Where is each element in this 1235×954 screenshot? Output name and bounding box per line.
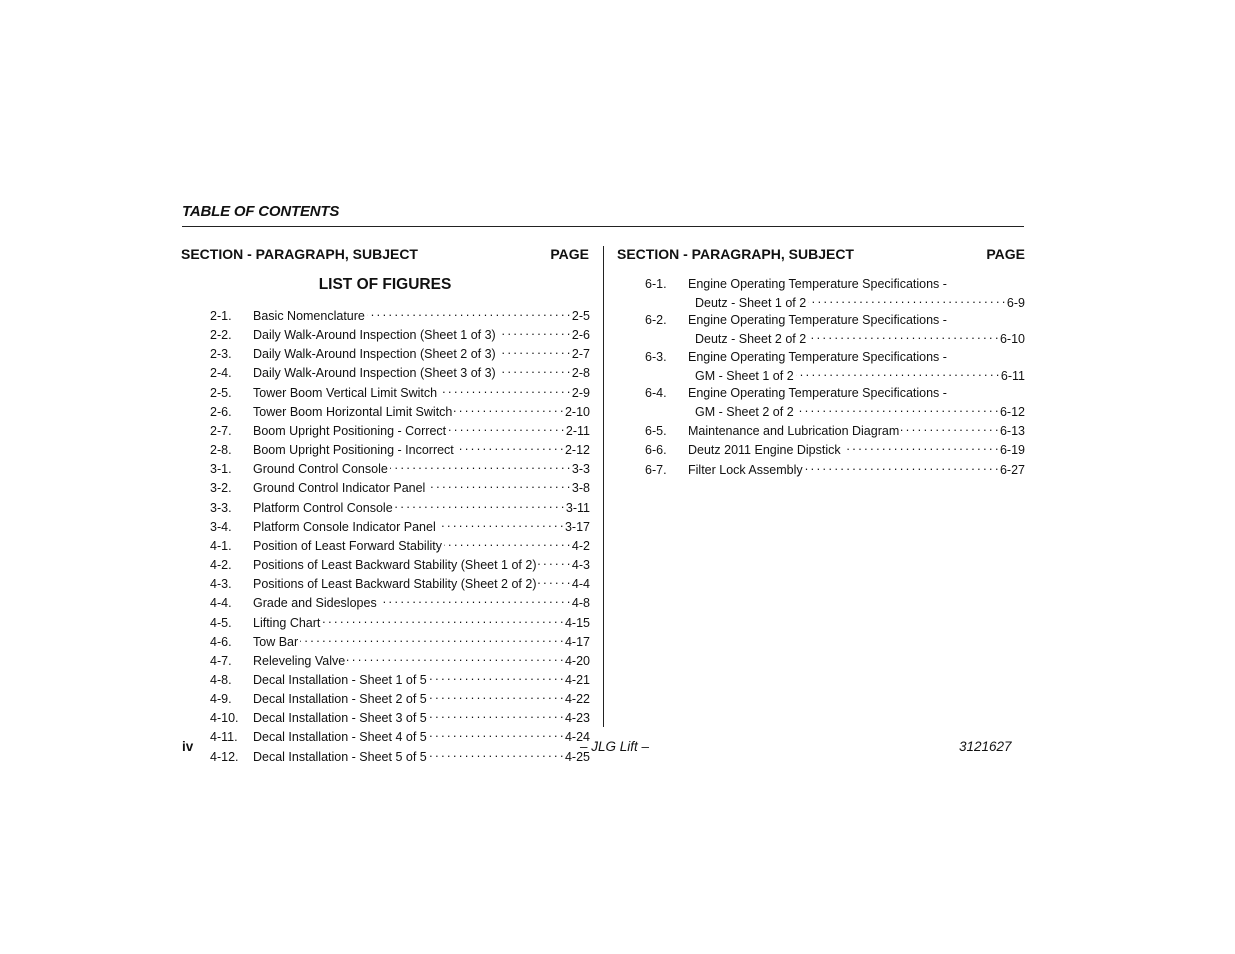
figure-entry <box>210 708 590 727</box>
page-number: iv <box>182 739 194 754</box>
figure-title: Tower Boom Vertical Limit Switch <box>253 385 438 400</box>
figure-entry-line2 <box>645 402 1025 421</box>
figure-number: 4-4. <box>210 596 232 611</box>
footer-title: – JLG Lift – <box>580 739 650 754</box>
figure-title: Daily Walk-Around Inspection (Sheet 1 of 3) <box>253 328 496 343</box>
figure-page: 4-23 <box>564 711 590 726</box>
figure-page: 4-21 <box>564 672 590 687</box>
figure-number: 4-6. <box>210 634 232 649</box>
dot-leader <box>448 421 564 435</box>
figure-entry <box>210 459 590 478</box>
figure-title: Platform Console Indicator Panel <box>253 519 436 534</box>
dot-leader <box>429 689 563 703</box>
list-of-figures-heading: LIST OF FIGURES <box>318 276 452 293</box>
figure-title: Releveling Valve <box>253 653 346 668</box>
figure-page: 4-8 <box>571 596 590 611</box>
figure-page: 3-3 <box>571 462 590 477</box>
figure-page: 4-17 <box>564 634 590 649</box>
figure-number: 3-3. <box>210 500 232 515</box>
figure-entry-line2 <box>645 329 1025 348</box>
figure-title: Engine Operating Temperature Specifications - <box>688 349 947 364</box>
figure-title: Decal Installation - Sheet 5 of 5 <box>253 749 427 764</box>
figure-page: 3-11 <box>565 500 590 515</box>
figure-page: 4-20 <box>564 653 590 668</box>
figure-entry-line2 <box>645 366 1025 385</box>
figure-page: 4-15 <box>564 615 590 630</box>
figure-entry <box>210 747 590 766</box>
figure-number: 2-1. <box>210 309 232 323</box>
figure-number: 2-3. <box>210 347 232 362</box>
right-subject-heading: SECTION - PARAGRAPH, SUBJECT <box>617 246 854 262</box>
figure-page: 2-6 <box>571 328 590 343</box>
dot-leader <box>429 708 563 722</box>
dot-leader <box>454 402 563 416</box>
figure-entry <box>210 727 590 746</box>
figure-entry <box>645 276 1025 312</box>
figure-number: 6-2. <box>645 313 667 328</box>
figure-entry <box>210 421 590 440</box>
figure-page: 2-5 <box>571 309 590 323</box>
figure-page: 4-22 <box>564 692 590 707</box>
document-number: 3121627 <box>959 739 1012 754</box>
figure-entry <box>210 344 590 363</box>
figure-title: Tow Bar <box>253 634 299 649</box>
dot-leader <box>429 670 563 684</box>
figure-number: 4-3. <box>210 577 232 592</box>
figure-page: 3-8 <box>571 481 590 496</box>
figure-page: 4-2 <box>571 538 590 553</box>
figure-entry-line2 <box>645 293 1025 312</box>
figure-entry-line1 <box>645 312 1025 329</box>
figure-number: 2-8. <box>210 443 232 458</box>
dot-leader <box>427 478 570 492</box>
figure-title: Decal Installation - Sheet 3 of 5 <box>253 711 427 726</box>
figure-page: 4-25 <box>564 749 590 764</box>
figure-page: 6-11 <box>1000 368 1025 383</box>
figure-page: 2-8 <box>571 366 590 381</box>
figure-entry <box>645 460 1025 479</box>
figure-page: 6-10 <box>999 332 1025 347</box>
dot-leader <box>367 306 570 320</box>
figure-title: Engine Operating Temperature Specifications - <box>688 313 947 328</box>
running-head: TABLE OF CONTENTS <box>182 203 340 220</box>
dot-leader <box>498 325 570 339</box>
dot-leader <box>805 460 998 474</box>
figure-entry <box>210 536 590 555</box>
right-column-header <box>617 246 1025 262</box>
figure-number: 2-6. <box>210 404 232 419</box>
figure-number: 4-7. <box>210 653 232 668</box>
figure-page: 4-3 <box>571 558 590 573</box>
figure-entry-line1 <box>645 349 1025 366</box>
left-page-heading: PAGE <box>550 246 589 262</box>
figure-entry <box>210 670 590 689</box>
figure-entry <box>210 325 590 344</box>
left-figure-list <box>210 306 590 766</box>
figure-title: Boom Upright Positioning - Incorrect <box>253 443 454 458</box>
column-divider <box>603 246 604 727</box>
figure-title: Filter Lock Assembly <box>688 462 803 477</box>
figure-entry <box>210 517 590 536</box>
dot-leader <box>379 593 570 607</box>
left-column-header <box>181 246 589 262</box>
figure-title: Platform Control Console <box>253 500 393 515</box>
figure-number: 3-1. <box>210 462 232 477</box>
figure-title: Boom Upright Positioning - Correct <box>253 423 447 438</box>
figure-entry <box>210 632 590 651</box>
figure-page: 4-4 <box>571 577 590 592</box>
figure-title: Positions of Least Backward Stability (Sheet 2 of 2) <box>253 577 537 592</box>
figure-number: 2-2. <box>210 328 232 343</box>
figure-title-continued: Deutz - Sheet 2 of 2 <box>695 332 807 347</box>
figure-title-continued: GM - Sheet 2 of 2 <box>695 405 794 420</box>
figure-entry <box>210 402 590 421</box>
figure-page: 2-11 <box>565 423 590 438</box>
figure-page: 2-9 <box>571 385 590 400</box>
figure-number: 3-4. <box>210 519 232 534</box>
figure-title-continued: GM - Sheet 1 of 2 <box>695 368 794 383</box>
left-subject-heading: SECTION - PARAGRAPH, SUBJECT <box>181 246 418 262</box>
figure-number: 6-4. <box>645 385 667 400</box>
figure-number: 4-10. <box>210 711 239 726</box>
figure-page: 3-17 <box>564 519 590 534</box>
figure-page: 4-24 <box>564 730 590 745</box>
dot-leader <box>498 363 570 377</box>
figure-number: 4-11. <box>210 730 238 745</box>
figure-page: 2-7 <box>571 347 590 362</box>
dot-leader <box>429 727 563 741</box>
figure-page: 2-12 <box>564 443 590 458</box>
dot-leader <box>808 329 998 343</box>
figure-title: Ground Control Indicator Panel <box>253 481 426 496</box>
figure-entry <box>210 306 590 325</box>
figure-title: Decal Installation - Sheet 2 of 5 <box>253 692 427 707</box>
figure-title: Maintenance and Lubrication Diagram <box>688 424 900 439</box>
figure-number: 6-1. <box>645 277 667 291</box>
figure-entry <box>210 555 590 574</box>
figure-entry <box>210 363 590 382</box>
figure-title: Deutz 2011 Engine Dipstick <box>688 443 841 458</box>
figure-title: Engine Operating Temperature Specifications - <box>688 277 947 291</box>
figure-number: 4-12. <box>210 749 239 764</box>
dot-leader <box>538 555 569 569</box>
figure-entry <box>210 593 590 612</box>
figure-number: 4-1. <box>210 538 232 553</box>
figure-number: 6-6. <box>645 443 667 458</box>
dot-leader <box>438 517 563 531</box>
figure-entry <box>645 421 1025 440</box>
figure-number: 6-5. <box>645 424 667 439</box>
figure-entry <box>645 349 1025 385</box>
figure-number: 4-9. <box>210 692 232 707</box>
figure-number: 4-2. <box>210 558 232 573</box>
dot-leader <box>901 421 998 435</box>
dot-leader <box>347 651 563 665</box>
figure-title: Basic Nomenclature <box>253 309 365 323</box>
figure-entry <box>210 478 590 497</box>
figure-page: 2-10 <box>564 404 590 419</box>
dot-leader <box>444 536 570 550</box>
figure-entry <box>210 383 590 402</box>
right-figure-list <box>645 276 1025 479</box>
figure-title: Lifting Chart <box>253 615 321 630</box>
dot-leader <box>456 440 563 454</box>
figure-page: 6-9 <box>1006 296 1025 311</box>
figure-number: 2-4. <box>210 366 232 381</box>
figure-entry <box>645 385 1025 421</box>
figure-page: 6-27 <box>999 462 1025 477</box>
right-page-heading: PAGE <box>986 246 1025 262</box>
figure-title-continued: Deutz - Sheet 1 of 2 <box>695 296 807 311</box>
figure-title: Tower Boom Horizontal Limit Switch <box>253 404 453 419</box>
figure-entry <box>210 651 590 670</box>
figure-entry <box>210 613 590 632</box>
figure-title: Grade and Sideslopes <box>253 596 377 611</box>
figure-title: Position of Least Forward Stability <box>253 538 442 553</box>
dot-leader <box>300 632 563 646</box>
figure-entry-line1 <box>645 385 1025 402</box>
figure-page: 6-12 <box>999 405 1025 420</box>
figure-title: Ground Control Console <box>253 462 388 477</box>
figure-number: 6-7. <box>645 462 667 477</box>
figure-title: Decal Installation - Sheet 4 of 5 <box>253 730 427 745</box>
figure-title: Daily Walk-Around Inspection (Sheet 2 of 3) <box>253 347 496 362</box>
figure-page: 6-13 <box>999 424 1025 439</box>
figure-number: 6-3. <box>645 349 667 364</box>
figure-page: 6-19 <box>999 443 1025 458</box>
figure-title: Positions of Least Backward Stability (Sheet 1 of 2) <box>253 558 537 573</box>
dot-leader <box>439 383 570 397</box>
header-rule <box>182 226 1024 227</box>
dot-leader <box>796 402 998 416</box>
figure-entry <box>210 440 590 459</box>
dot-leader <box>322 613 563 627</box>
dot-leader <box>390 459 570 473</box>
dot-leader <box>429 747 563 761</box>
figure-title: Decal Installation - Sheet 1 of 5 <box>253 672 427 687</box>
figure-entry-line1 <box>645 276 1025 293</box>
dot-leader <box>808 293 1005 307</box>
dot-leader <box>538 574 569 588</box>
dot-leader <box>395 498 564 512</box>
figure-number: 2-5. <box>210 385 232 400</box>
dot-leader <box>843 440 998 454</box>
dot-leader <box>498 344 570 358</box>
figure-entry <box>645 440 1025 459</box>
figure-number: 4-5. <box>210 615 232 630</box>
figure-title: Engine Operating Temperature Specifications - <box>688 385 947 400</box>
figure-number: 3-2. <box>210 481 232 496</box>
dot-leader <box>796 366 999 380</box>
figure-number: 4-8. <box>210 672 232 687</box>
figure-entry <box>210 689 590 708</box>
figure-entry <box>645 312 1025 348</box>
figure-number: 2-7. <box>210 423 232 438</box>
figure-entry <box>210 574 590 593</box>
figure-title: Daily Walk-Around Inspection (Sheet 3 of 3) <box>253 366 496 381</box>
figure-entry <box>210 498 590 517</box>
